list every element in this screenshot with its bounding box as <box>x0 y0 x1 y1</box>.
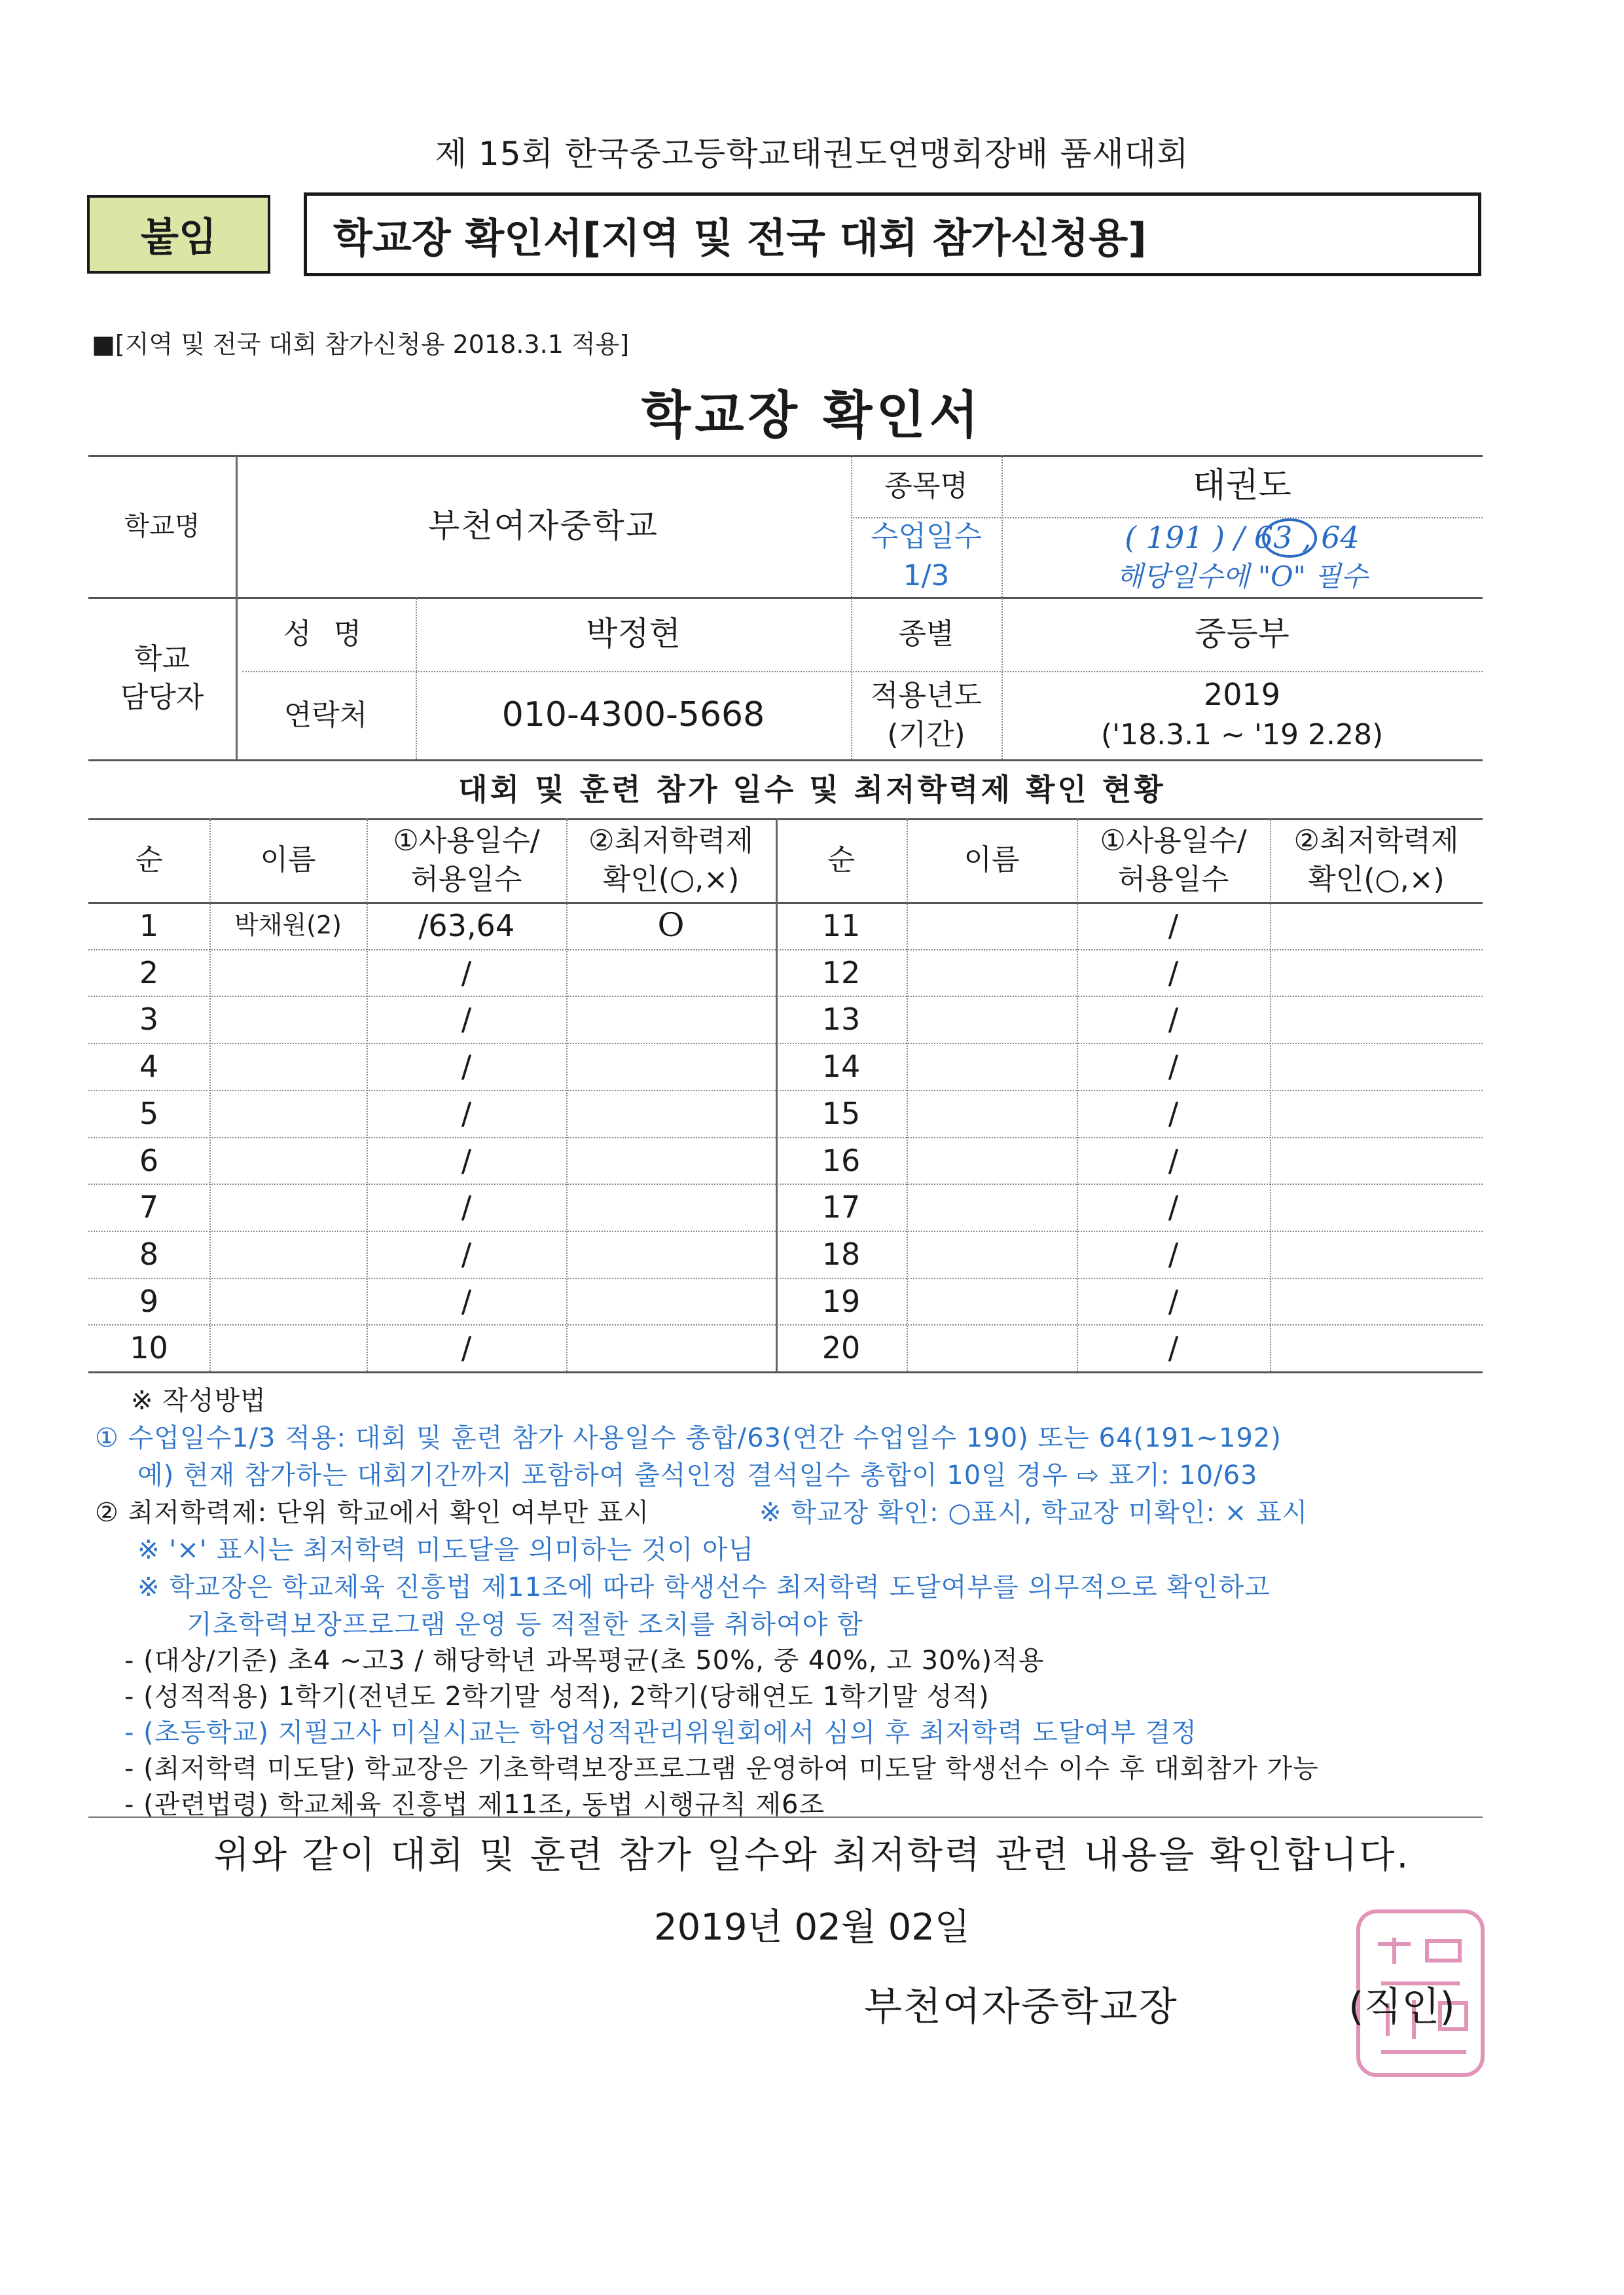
document-date: 2019년 02월 02일 <box>654 1906 970 1949</box>
cell-days: / <box>461 1189 472 1225</box>
cell-name <box>209 1278 367 1325</box>
cell-days: / <box>461 1283 472 1319</box>
col-academic-left: ②최저학력제 확인(○,×) <box>588 823 753 896</box>
cell-days: / <box>1168 954 1179 990</box>
cell-days: / <box>1168 907 1179 943</box>
cell-number: 6 <box>139 1142 159 1178</box>
year-value: 2019 <box>1203 676 1281 712</box>
cell-name: 박채원(2) <box>234 911 342 940</box>
cell-name <box>907 902 1077 949</box>
year-period: ('18.3.1 ~ '19 2.28) <box>1100 718 1384 752</box>
cell-academic-check <box>566 1137 776 1184</box>
instruction-line-4: ※ '×' 표시는 최저학력 미도달을 의미하는 것이 아님 <box>137 1535 755 1565</box>
cell-name <box>209 1231 367 1278</box>
cell-name <box>209 949 367 996</box>
cell-name <box>209 1090 367 1137</box>
col-name-right: 이름 <box>964 843 1020 877</box>
name-value: 박정현 <box>586 614 681 653</box>
instruction-line-11: - (관련법령) 학교체육 진흥법 제11조, 동법 시행규칙 제6조 <box>124 1790 825 1820</box>
cell-name <box>907 949 1077 996</box>
name-label: 성 명 <box>283 617 368 651</box>
instruction-line-3b: ※ 학교장 확인: ○표시, 학교장 미확인: × 표시 <box>759 1498 1308 1528</box>
cell-name <box>907 1137 1077 1184</box>
confirmation-statement: 위와 같이 대회 및 훈련 참가 일수와 최저학력 관련 내용을 확인합니다. <box>213 1834 1411 1877</box>
col-name-left: 이름 <box>260 843 316 877</box>
cell-academic-check <box>1270 902 1483 949</box>
cell-days: / <box>461 954 472 990</box>
contact-label: 연락처 <box>283 698 368 732</box>
cell-academic-check <box>566 1043 776 1090</box>
instruction-line-1: ① 수업일수1/3 적용: 대회 및 훈련 참가 사용일수 총합/63(연간 수업일수 190) 또는 64(191~192) <box>95 1423 1282 1453</box>
cell-academic-check <box>566 996 776 1043</box>
division-value: 중등부 <box>1195 614 1290 653</box>
cell-days: / <box>1168 1236 1179 1272</box>
cell-number: 20 <box>821 1329 861 1365</box>
cell-name <box>209 1324 367 1371</box>
competition-title: 제 15회 한국중고등학교태권도연맹회장배 품새대회 <box>435 135 1189 173</box>
cell-days: / <box>461 1001 472 1037</box>
cell-academic-check <box>1270 996 1483 1043</box>
school-label: 학교명 <box>124 511 200 541</box>
instruction-line-2: 예) 현재 참가하는 대회기간까지 포함하여 출석인정 결석일수 총합이 10일 경우 ⇨ 표기: 10/63 <box>137 1460 1258 1491</box>
instruction-line-9: - (초등학교) 지필고사 미실시교는 학업성적관리위원회에서 심의 후 최저학력 도달여부 결정 <box>124 1718 1197 1748</box>
cell-number: 11 <box>821 907 861 943</box>
event-value: 태권도 <box>1193 466 1291 506</box>
status-title: 대회 및 훈련 참가 일수 및 최저학력제 확인 현황 <box>458 772 1166 807</box>
cell-academic-check <box>1270 1043 1483 1090</box>
cell-academic-check <box>1270 1090 1483 1137</box>
seal-label: (직인) <box>1348 1984 1455 2030</box>
cell-name <box>907 996 1077 1043</box>
cell-name <box>907 1043 1077 1090</box>
cell-days: / <box>1168 1283 1179 1319</box>
col-academic-right: ②최저학력제 확인(○,×) <box>1293 823 1459 896</box>
cell-academic-check <box>1270 1137 1483 1184</box>
cell-number: 14 <box>821 1048 861 1084</box>
cell-name <box>907 1324 1077 1371</box>
cell-number: 1 <box>139 907 159 943</box>
cell-academic-check <box>1270 949 1483 996</box>
cell-number: 3 <box>139 1001 159 1037</box>
cell-number: 17 <box>821 1189 861 1225</box>
class-days-note: 해당일수에 "O" 필수 <box>1116 560 1368 592</box>
cell-number: 4 <box>139 1048 159 1084</box>
cell-days: / <box>1168 1048 1179 1084</box>
cell-name <box>209 1137 367 1184</box>
cell-academic-check <box>566 1324 776 1371</box>
col-days-left: ①사용일수/ 허용일수 <box>393 823 540 896</box>
class-days-sub: 1/3 <box>903 559 950 593</box>
cell-days: / <box>461 1329 472 1365</box>
cell-name <box>209 1043 367 1090</box>
cell-name <box>209 996 367 1043</box>
cell-academic-check <box>1270 1324 1483 1371</box>
cell-academic-check <box>1270 1278 1483 1325</box>
cell-days: / <box>461 1048 472 1084</box>
form-heading: 학교장 확인서[지역 및 전국 대회 참가신청용] <box>304 192 1481 276</box>
instruction-line-7: - (대상/기준) 초4 ~고3 / 해당학년 과목평균(초 50%, 중 40%, 고 30%)적용 <box>124 1646 1045 1676</box>
class-days-handwritten: ( 191 ) / 63 , 64 <box>1125 519 1360 555</box>
cell-number: 9 <box>139 1283 159 1319</box>
cell-name <box>907 1184 1077 1231</box>
cell-name <box>209 1184 367 1231</box>
cell-name <box>907 1278 1077 1325</box>
cell-number: 8 <box>139 1236 159 1272</box>
principal-name: 부천여자중학교장 <box>864 1984 1178 2030</box>
cell-academic-check <box>566 1278 776 1325</box>
cell-days: / <box>1168 1142 1179 1178</box>
cell-number: 18 <box>821 1236 861 1272</box>
year-label: 적용년도 (기간) <box>870 679 982 751</box>
cell-days: / <box>461 1236 472 1272</box>
cell-name <box>907 1090 1077 1137</box>
cell-academic-check: O <box>657 906 685 945</box>
cell-academic-check <box>566 949 776 996</box>
cell-number: 2 <box>139 954 159 990</box>
cell-days: / <box>1168 1189 1179 1225</box>
circle-mark-icon <box>1257 517 1322 559</box>
cell-academic-check <box>566 1090 776 1137</box>
instruction-line-6: 기초학력보장프로그램 운영 등 적절한 조치를 취하여야 함 <box>187 1610 863 1640</box>
cell-number: 7 <box>139 1189 159 1225</box>
cell-academic-check <box>566 1184 776 1231</box>
cell-academic-check <box>1270 1231 1483 1278</box>
cell-academic-check <box>566 1231 776 1278</box>
event-label: 종목명 <box>884 469 968 503</box>
cell-number: 15 <box>821 1095 861 1131</box>
school-name: 부천여자중학교 <box>427 506 659 545</box>
col-days-right: ①사용일수/ 허용일수 <box>1100 823 1247 896</box>
cell-days: / <box>461 1142 472 1178</box>
attachment-label: 붙임 <box>87 195 270 274</box>
cell-number: 10 <box>130 1329 168 1365</box>
instruction-line-8: - (성적적용) 1학기(전년도 2학기말 성적), 2학기(당해연도 1학기말 성적) <box>124 1682 990 1712</box>
instruction-line-10: - (최저학력 미도달) 학교장은 기초학력보장프로그램 운영하여 미도달 학생선수 이수 후 대회참가 가능 <box>124 1754 1319 1784</box>
manager-label: 학교 담당자 <box>120 642 204 714</box>
instruction-line-3a: ② 최저학력제: 단위 학교에서 확인 여부만 표시 <box>95 1498 650 1528</box>
cell-days: / <box>1168 1001 1179 1037</box>
cell-days: / <box>1168 1095 1179 1131</box>
cell-days: / <box>1168 1329 1179 1365</box>
cell-number: 19 <box>821 1283 861 1319</box>
cell-number: 13 <box>821 1001 861 1037</box>
cell-name <box>907 1231 1077 1278</box>
division-label: 종별 <box>898 617 954 651</box>
col-no-right: 순 <box>827 843 856 877</box>
col-no-left: 순 <box>135 843 163 877</box>
class-days-label: 수업일수 <box>870 520 982 554</box>
application-note: ■[지역 및 전국 대회 참가신청용 2018.3.1 적용] <box>92 330 630 359</box>
instruction-line-5: ※ 학교장은 학교체육 진흥법 제11조에 따라 학생선수 최저학력 도달여부를 의무적으로 확인하고 <box>137 1572 1271 1602</box>
contact-value: 010-4300-5668 <box>501 695 765 735</box>
cell-days: /63,64 <box>418 907 515 943</box>
cell-number: 5 <box>139 1095 159 1131</box>
instructions-heading: ※ 작성방법 <box>131 1386 266 1416</box>
cell-number: 12 <box>821 954 861 990</box>
cell-days: / <box>461 1095 472 1131</box>
cell-academic-check <box>1270 1184 1483 1231</box>
document-title: 학교장 확인서 <box>641 386 983 445</box>
cell-number: 16 <box>821 1142 861 1178</box>
